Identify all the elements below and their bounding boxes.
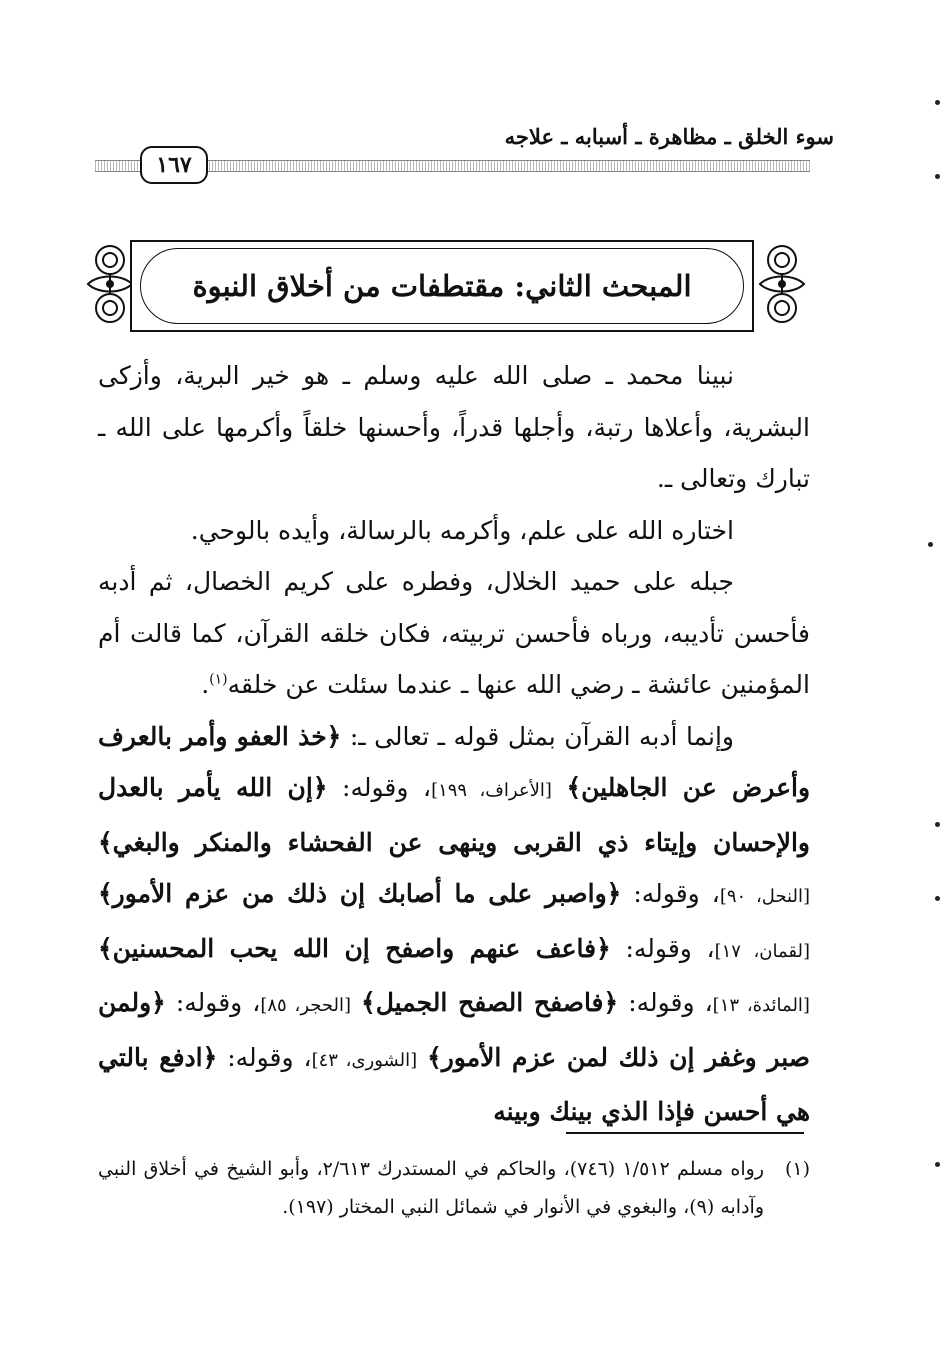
margin-mark — [935, 174, 940, 179]
quran-verse: ﴿ولمن صبر وغفر إن ذلك لمن عزم الأمور﴾ — [98, 988, 810, 1072]
footnote-number: (١) — [784, 1158, 810, 1180]
connector-text: ، وقوله: — [633, 879, 720, 908]
margin-mark — [928, 542, 933, 547]
verse-reference: [النحل، ٩٠] — [719, 886, 811, 907]
paragraph-4-intro: وإنما أدبه القرآن بمثل قوله ـ تعالى ـ: — [349, 721, 735, 751]
connector-text: ، وقوله: — [175, 988, 261, 1017]
margin-mark — [935, 1162, 940, 1167]
footnote-item — [98, 1150, 810, 1226]
running-title: سوء الخلق ـ مظاهرة ـ أسبابه ـ علاجه — [504, 124, 834, 149]
paragraph-3-end: . — [201, 670, 210, 699]
page-number: ١٦٧ — [140, 146, 208, 184]
paragraph-2: اختاره الله على علم، وأكرمه بالرسالة، وأيده بالوحي. — [190, 515, 734, 545]
paragraph-1: نبينا محمد ـ صلى الله عليه وسلم ـ هو خير البرية، وأزكى البشرية، وأعلاها رتبة، وأجلها قدراً، وأحسنها خلقاً وأكرمها على الله ـ تبارك وتعالى ـ. — [98, 361, 810, 493]
footnote-text: رواه مسلم ١/٥١٢ (٧٤٦)، والحاكم في المستدرك ٢/٦١٣، وأبو الشيخ في أخلاق النبي وآدابه (٩)، والبغوي في الأنوار في شمائل النبي المختار (١٩٧). — [98, 1158, 765, 1218]
paragraph-4 — [98, 711, 810, 1138]
quran-verse: ﴿فاعف عنهم واصفح إن الله يحب المحسنين﴾ — [98, 933, 611, 963]
body-text — [98, 350, 810, 1138]
quran-verse: ﴿إن الله يأمر بالعدل والإحسان وإيتاء ذي القربى وينهى عن الفحشاء والمنكر والبغي﴾ — [98, 773, 810, 857]
verse-reference: [لقمان، ١٧] — [714, 940, 810, 962]
section-title-frame — [130, 240, 754, 332]
verse-reference: [الأعراف، ١٩٩] — [431, 780, 552, 801]
connector-text: ، وقوله: — [628, 988, 713, 1017]
floral-ornament-icon — [752, 238, 812, 330]
connector-text: ، وقوله: — [227, 1042, 312, 1072]
verse-reference: [المائدة، ١٣] — [712, 995, 810, 1016]
verse-reference: [الشورى، ٤٣] — [311, 1049, 418, 1071]
margin-mark — [935, 896, 940, 901]
paragraph-3-text: جبله على حميد الخلال، وفطره على كريم الخصال، ثم أدبه فأحسن تأديبه، ورباه فأحسن تربيته، فكان خلقه القرآن، كما قالت أم المؤمنين عائشة ـ رضي الله عنها ـ عندما سئلت عن خلقه — [98, 567, 810, 699]
footnote-separator — [566, 1132, 804, 1134]
connector-text: ، وقوله: — [625, 933, 715, 963]
quran-verse: ﴿خذ العفو وأمر بالعرف وأعرض عن الجاهلين﴾ — [98, 721, 811, 802]
footnote-marker[interactable]: (١) — [209, 671, 228, 688]
paragraph-3 — [98, 556, 810, 711]
margin-mark — [935, 822, 940, 827]
quran-verse: ﴿ادفع بالتي هي أحسن فإذا الذي بينك وبينه — [98, 1042, 810, 1126]
quran-verse: ﴿واصبر على ما أصابك إن ذلك من عزم الأمور﴾ — [98, 879, 622, 908]
connector-text: ، وقوله: — [342, 773, 432, 802]
verse-reference: [الحجر، ٨٥] — [260, 995, 352, 1016]
quran-verse: ﴿فاصفح الصفح الجميل﴾ — [361, 988, 619, 1017]
margin-mark — [935, 100, 940, 105]
footnotes — [98, 1150, 810, 1226]
section-title: المبحث الثاني: مقتطفات من أخلاق النبوة — [140, 248, 744, 324]
